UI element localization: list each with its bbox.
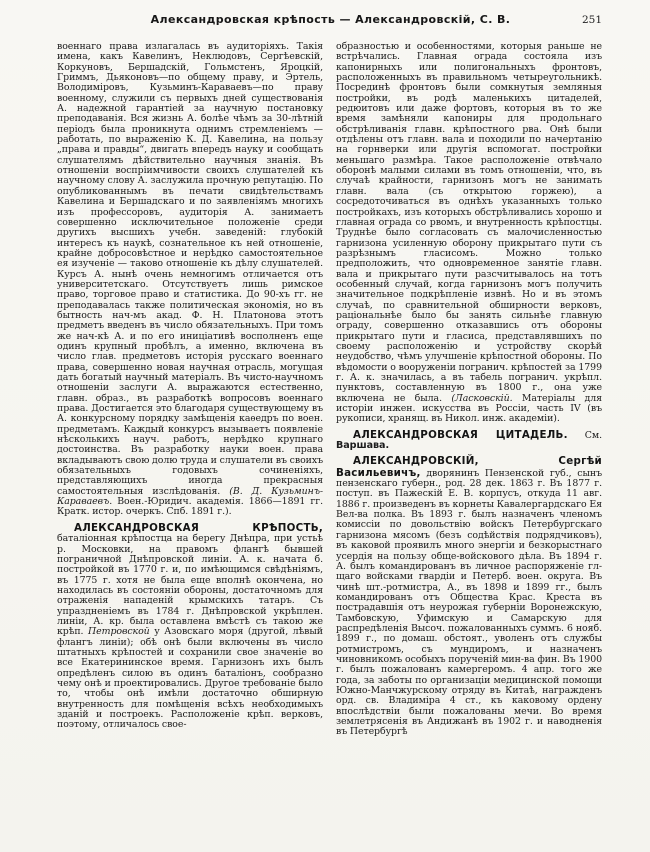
paragraph-academy-continuation [57, 42, 323, 518]
citation-author: (Ласковскій. [451, 392, 513, 404]
text-columns [57, 42, 604, 738]
entry-heading-krepost: АЛЕКСАНДРОВСКАЯ КРѢПОСТЬ, [74, 521, 323, 534]
running-header [57, 13, 604, 30]
left-column [57, 42, 323, 738]
see-reference-text: См. [567, 429, 602, 441]
paragraph-krepost-continuation [336, 42, 602, 425]
header-title: Александровская крѣпость — Александровскій, С. В. [150, 13, 511, 26]
page-number: 251 [581, 14, 602, 26]
entry-heading-alexandrovsky: АЛЕКСАНДРОВСКІЙ, Сергѣй Васильевичъ, [336, 455, 602, 479]
body-text: дворянинъ Пензенской губ., сынъ пензенскаго губерн., род. 28 дек. 1863 г. Въ 1877 г. поступ. въ Пажескій Е. В. корпусъ, откуда 11 авг. 1886 г. произведенъ въ корнеты Кавалергардскаго Ея Вел-ва полка. Въ 1893 г. былъ назначенъ членомъ комиссіи по довольствію войскъ Петербургскаго гарнизона мясомъ (безъ содѣйствія подрядчиковъ), въ каковой проявилъ много энергіи и безкорыстнаго усердія на пользу обще-войскового дѣла. Въ 1894 г. А. былъ командированъ въ личное распоряженіе гл-щаго войсками гвардіи и Петерб. воен. округа. Въ чинѣ шт.-ротмистра, А., въ 1898 и 1899 гг., былъ командированъ отъ Общества Крас. Креста въ пострадавшія отъ неурожая губерніи Воронежскую, Тамбовскую, Уфимскую и Самарскую для распредѣленія Высоч. пожалованныхъ суммъ. 6 нояб. 1899 г., по домаш. обстоят., уволенъ отъ службы ротмистромъ, съ мундиромъ, и назначенъ чиновникомъ особыхъ порученій мин-ва фин. Въ 1900 г. былъ пожалованъ камергеромъ. 4 апр. того же года, за заботы по организаціи медицинской помощи Южно-Манчжурскому отряду въ Китаѣ, награжденъ орд. св. Владиміра 4 ст., къ каковому ордену впослѣдствіи были пожалованы мечи. Во время землетрясенія въ Андижанѣ въ 1902 г. и наводненія въ Петербургѣ [336, 467, 602, 738]
citation-author: (В. Д. Кузьминъ-Караваевъ. [57, 485, 323, 508]
fortress-name-petrovskaya: Петровской [88, 626, 150, 638]
entry-heading-citadel: АЛЕКСАНДРОВСКАЯ ЦИТАДЕЛЬ. [353, 428, 568, 441]
body-text: баталіонная крѣпостца на берегу Днѣпра, при устьѣ р. Московки, на правомъ флангѣ бывшей пограничной Днѣпровской линіи. А. к. начата б. постройкой въ 1770 г. и, по имѣющимся свѣдѣніямъ, въ 1775 г. хотя не была еще вполнѣ окончена, но находилась въ состояніи обороны, достаточномъ для отраженія нападеній крымскихъ татаръ. Съ упраздненіемъ въ 1784 г. Днѣпровской укрѣплен. линіи, А. кр. была оставлена вмѣстѣ съ такою же крѣп. [57, 533, 323, 638]
body-text: образностью и особенностями, которыя раньше не встрѣчались. Главная ограда состояла изъ капонирныхъ или полигональныхъ фронтовъ, расположенныхъ въ правильномъ четыреугольникѣ. Посрединѣ фронтовъ были сомкнутыя земляныя постройки, въ родѣ маленькихъ цитаделей, редюитовъ или даже фортовъ, которыя въ то же время замѣняли капониры для продольнаго обстрѣливанія главн. крѣпостного рва. Онѣ были отдѣлены отъ главн. вала и походили по начертанію на горнверки или другія вспомогат. постройки меньшаго размѣра. Такое расположеніе отвѣчало оборонѣ малыми силами въ томъ отношеніи, что, въ случаѣ крайности, гарнизонъ могъ не занимать главн. вала (съ открытою горжею), а сосредоточиваться въ однѣхъ указанныхъ только постройкахъ, изъ которыхъ обстрѣливались хорошо и главная ограда со рвомъ, и внутренность крѣпостцы. Труднѣе было согласовать съ малочисленностью гарнизона усиленную оборону прикрытаго пути съ разрѣзнымъ гласисомъ. Можно только предположить, что одновременное занятіе главн. вала и прикрытаго пути разсчитывалось на тотъ особенный случай, когда гарнизонъ могъ получить значительное подкрѣпленіе извнѣ. Но и въ этомъ случаѣ, по сравнительной обширности верковъ, раціональнѣе было бы занять сильнѣе главную ограду, совершенно отказавшись отъ обороны прикрытаго пути и гласиса, представлявшихъ по своему расположенію и устройству скорѣй неудобство, чѣмъ улучшеніе крѣпостной обороны. По вѣдомости о вооруженіи погранич. крѣпостей за 1799 г. А. к. значилась, а въ табель погранич. укрѣпл. пунктовъ, составленную въ 1800 г., она уже включена не была. [336, 41, 602, 404]
body-text: у Азовскаго моря (другой, лѣвый флангъ линіи); обѣ онѣ были включены въ число штатныхъ крѣпостей и сохранили свое значеніе во все Екатерининское время. Гарнизонъ ихъ былъ опредѣленъ силою въ одинъ баталіонъ, сообразно чему онѣ и проектировались. Другое требованіе было то, чтобы онѣ имѣли достаточно обширную внутренность для помѣщенія всѣхъ необходимыхъ зданій и построекъ. Расположеніе крѣп. верковъ, поэтому, отличалось свое- [57, 626, 323, 731]
article-alexandrovskaya-krepost [57, 523, 323, 731]
article-alexandrovskaya-citadel [336, 430, 602, 452]
citation-text: Воен.-Юридич. академія. 1866—1891 гг. Кратк. истор. очеркъ. Спб. 1891 г.). [57, 496, 323, 518]
article-alexandrovsky-sergey [336, 456, 602, 737]
cross-reference-varshava: Варшава. [336, 440, 390, 452]
right-column [336, 42, 602, 738]
citation-text: Матеріалы для исторіи инжен. искусства въ Россіи, часть IV (въ рукописи, хранящ. въ Никол. инж. академіи). [336, 392, 602, 425]
body-text: военнаго права излагалась въ аудиторіяхъ. Такія имена, какъ Кавелинъ, Неклюдовъ, Сергѣевскій, Коркуновъ, Бершадскій, Гольмстенъ, Яроцкій, Гриммъ, Дьяконовъ—по общему праву, и Эртель, Володиміровъ, Кузьминъ-Караваевъ—по праву военному, служили съ первыхъ дней существованія А. надежной гарантіей за научную постановку преподаванія. Вся жизнь А. болѣе чѣмъ за 30-лѣтній періодъ была проникнута однимъ стремленіемъ — работать, по выраженію К. Д. Кавелина, на пользу „права и правды“, двигать впередъ науку и сообщать слушателямъ дѣйствительно научныя знанія. Въ отношеніи воспріимчивости своихъ слушателей къ научному слову А. заслужила прочную репутацію. По опубликованнымъ въ печати свидѣтельствамъ Кавелина и Бершадскаго и по заявленіямъ многихъ изъ профессоровъ, аудиторія А. занимаетъ совершенно исключительное положеніе среди другихъ высшихъ учебн. заведеній: глубокій интересъ къ наукѣ, сознательное къ ней отношеніе, крайне добросовѣстное и нерѣдко самостоятельное ея изученіе — таково отношеніе къ дѣлу слушателей. Курсъ А. нынѣ очень немногимъ отличается отъ университетскаго. Отсутствуетъ лишь римское право, торговое право и статистика. До 90-хъ гг. не преподавалась также политическая экономія, но въ бытность нач-мъ акад. Ф. Н. Платонова этотъ предметъ введенъ въ число обязательныхъ. При томъ же нач-кѣ А. и по его иниціативѣ восполненъ еще одинъ крупный пробѣлъ, а именно, включена въ число глав. предметовъ исторія русскаго военнаго права, совершенно новая научная отрасль, могущая дать богатый научный матеріалъ. Въ чисто-научномъ отношеніи заслуги А. выражаются естественно, главн. образ., въ разработкѣ вопросовъ военнаго права. Достигается это благодаря существующему въ А. конкурсному порядку замѣщенія каѳедръ по воен. предметамъ. Каждый конкурсъ вызываетъ появленіе нѣсколькихъ науч. работъ, нерѣдко крупнаго достоинства. Въ разработку науки воен. права вкладываютъ свою долю труда и слушатели въ своихъ обязательныхъ годовыхъ сочиненіяхъ, представляющихъ иногда прекрасныя самостоятельныя изслѣдованія. [57, 41, 323, 497]
